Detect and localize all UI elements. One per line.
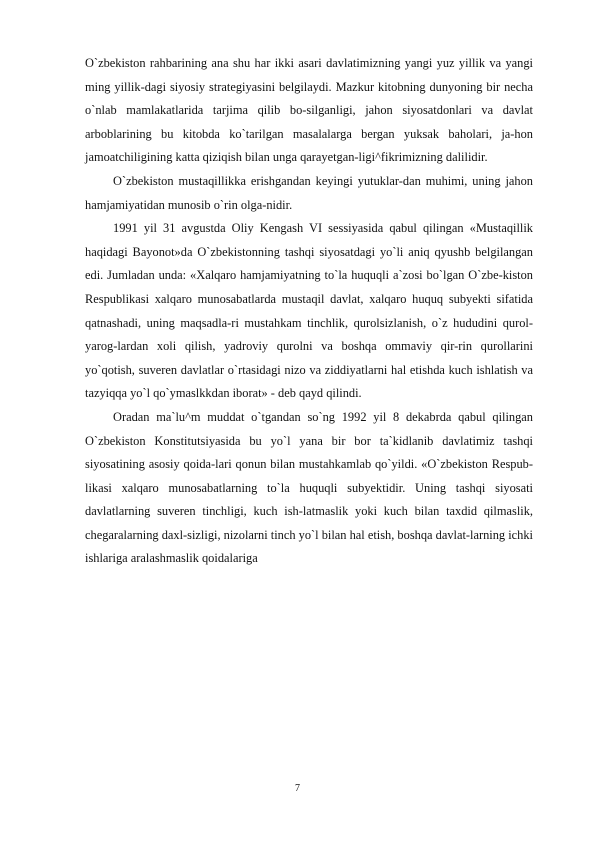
document-body	[85, 52, 533, 571]
page-number: 7	[295, 783, 300, 794]
paragraph-4: Oradan ma`lu^m muddat o`tgandan so`ng 1992 yil 8 dekabrda qabul qilingan O`zbekiston Konstitutsiyasida bu yo`l yana bir bor ta`kidlanib davlatimiz tashqi siyosatining asosiy qoida-lari qonun bilan mustahkamlab qo`yildi. «O`zbekiston Respub-likasi xalqaro munosabatlarning to`la huquqli subyektidir. Uning tashqi siyosati davlatlarning suveren tinchligi, kuch ish-latmaslik yoki kuch bilan taxdid qilmaslik, chegaralarning daxl-sizligi, nizolarni tinch yo`l bilan hal etish, boshqa davlat-larning ichki ishlariga aralashmaslik qoidalariga	[85, 409, 533, 566]
paragraph-1: O`zbekiston rahbarining ana shu har ikki asari davlatimizning yangi yuz yillik va yangi ming yillik-dagi siyosiy strategiyasini belgilaydi. Mazkur kitobning dunyoning bir necha o`nlab mamlakatlarida tarjima qilib bo-silganligi, jahon siyosatdonlari va davlat arboblarining bu kitobda ko`tarilgan masalalarga bergan yuksak baholari, ja-hon jamoatchiligining katta qiziqish bilan unga qarayetgan-ligi^fikrimizning dalilidir.	[85, 56, 533, 165]
paragraph-3: 1991 yil 31 avgustda Oliy Kengash VI sessiyasida qabul qilingan «Mustaqillik haqidagi Bayonot»da O`zbekistonning tashqi siyosatdagi yo`li aniq qyushb belgilangan edi. Jumladan unda: «Xalqaro hamjamiyatning to`la huquqli a`zosi bo`lgan O`zbe-kiston Respublikasi xalqaro munosabatlarda mustaqil davlat, xalqaro huquq subyekti sifatida qatnashadi, uning maqsadla-ri mustahkam tinchlik, qurolsizlanish, o`z hududini qurol-yarog-lardan xoli qilish, yadroviy qurolni va boshqa ommaviy qir-rin qurollarini yo`qotish, suveren davlatlar o`rtasidagi nizo va ziddiyatlarni hal etishda kuch ishlatish va tazyiqqa yo`l qo`ymaslkkdan iborat» - deb qayd qilindi.	[85, 221, 533, 401]
paragraph-2: O`zbekiston mustaqillikka erishgandan keyingi yutuklar-dan muhimi, uning jahon hamjamiyatidan munosib o`rin olga-nidir.	[85, 173, 533, 212]
